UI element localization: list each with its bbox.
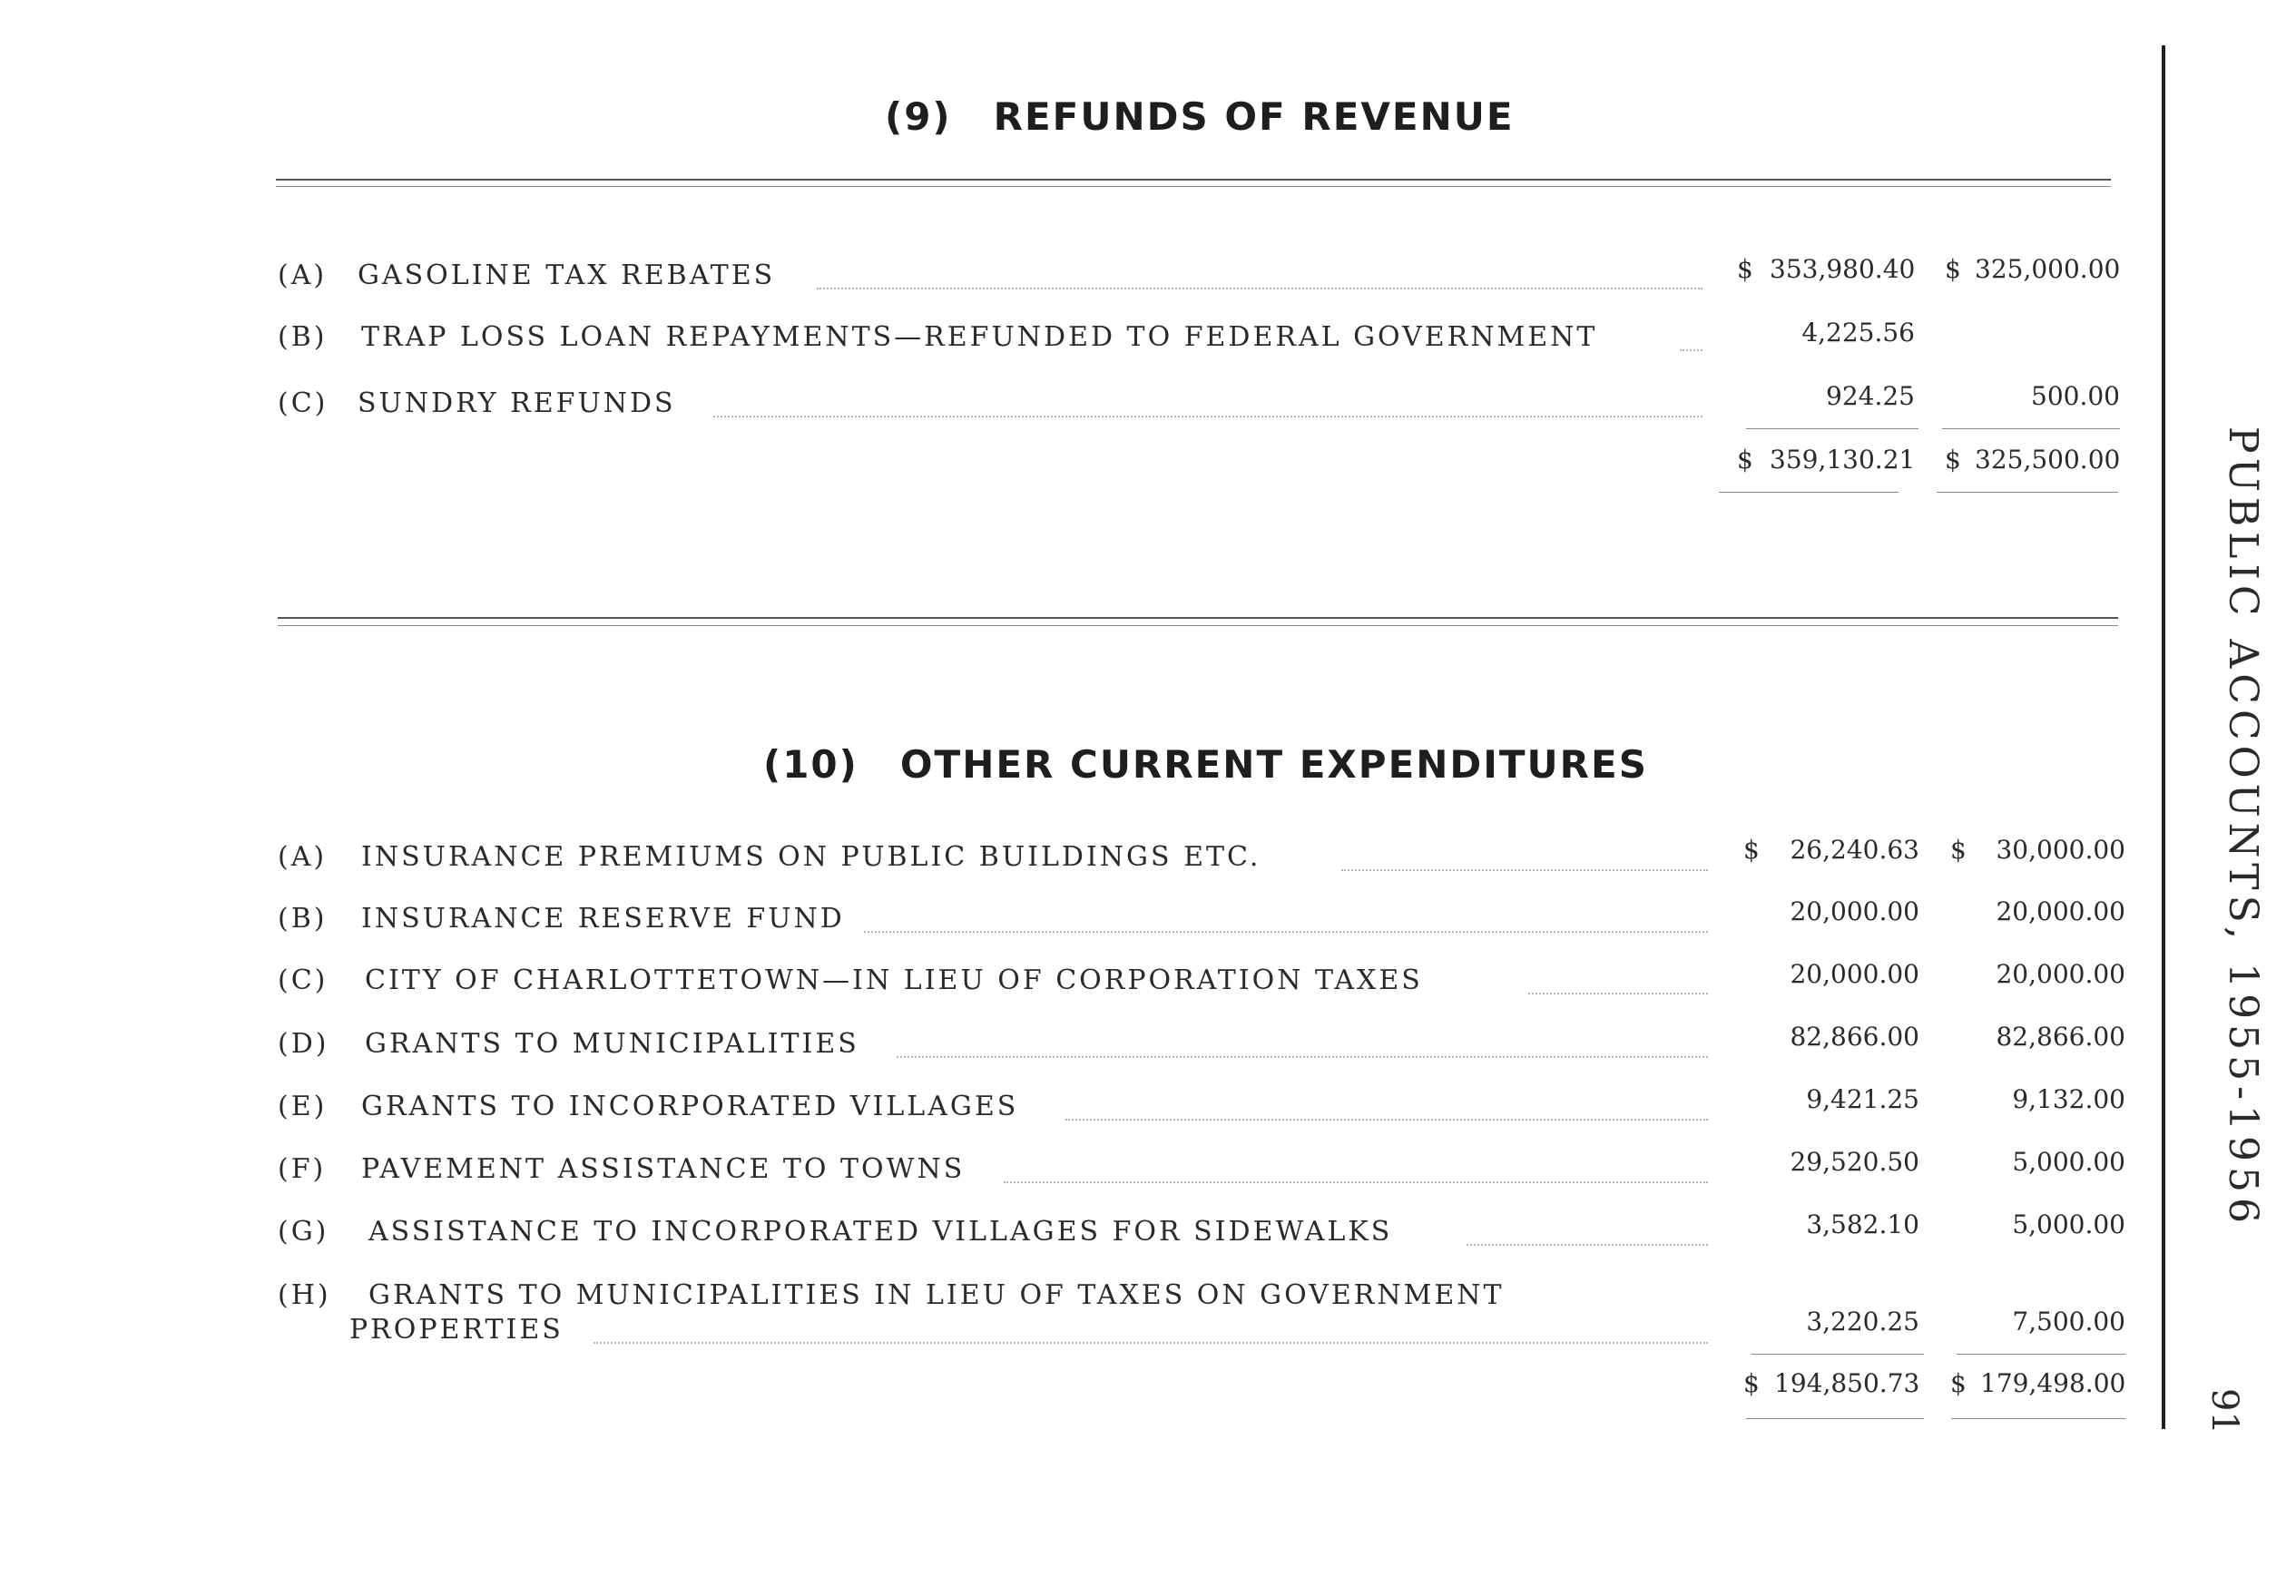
actual-amount: 29,520.50: [1790, 1147, 1919, 1177]
dollar-sign: $: [1950, 1368, 1967, 1398]
section-10-title: OTHER CURRENT EXPENDITURES: [899, 742, 1648, 787]
item-description-continued: PROPERTIES: [349, 1314, 564, 1346]
section-9-item-c: [278, 387, 1702, 427]
estimate-amount: 500.00: [2031, 381, 2120, 411]
item-description: INSURANCE RESERVE FUND: [361, 903, 845, 935]
section-divider-2: [278, 625, 2118, 626]
section-9-item-b: [278, 321, 1702, 361]
section-9-rule-top-2: [276, 186, 2111, 187]
dot-leader: [864, 931, 1708, 933]
dollar-sign: $: [1945, 254, 1961, 284]
item-description: PAVEMENT ASSISTANCE TO TOWNS: [361, 1153, 966, 1185]
page-number: 91: [2203, 1388, 2245, 1434]
estimate-amount: 20,000.00: [1996, 896, 2125, 926]
actual-amount: 20,000.00: [1790, 959, 1919, 989]
dot-leader: [1680, 349, 1702, 351]
total-rule-estimate: [1942, 428, 2120, 429]
total-estimate-amount: 325,500.00: [1975, 445, 2121, 475]
section-10-item-b: [278, 903, 1702, 943]
item-letter: (A): [278, 841, 328, 873]
estimate-amount: 325,000.00: [1975, 254, 2121, 284]
total-rule-estimate: [1957, 1354, 2125, 1355]
item-letter: (C): [278, 387, 329, 419]
section-divider: [278, 617, 2118, 619]
section-10-item-g: [278, 1216, 1702, 1256]
item-letter: (B): [278, 321, 328, 353]
section-10-item-a: [278, 841, 1702, 881]
dot-leader: [1467, 1244, 1708, 1246]
item-letter: (C): [278, 964, 329, 996]
actual-amount: 20,000.00: [1790, 896, 1919, 926]
dollar-sign: $: [1743, 835, 1760, 865]
item-description: SUNDRY REFUNDS: [358, 387, 676, 419]
dollar-sign: $: [1945, 445, 1961, 475]
section-10-item-f: [278, 1153, 1702, 1193]
item-description: GRANTS TO MUNICIPALITIES: [365, 1028, 859, 1060]
section-10-heading: [763, 742, 1648, 787]
section-9-rule-top: [276, 179, 2111, 181]
dot-leader: [1065, 1119, 1708, 1121]
total-underline-actual: [1746, 1418, 1924, 1419]
dot-leader: [897, 1056, 1708, 1058]
section-9-title: REFUNDS OF REVENUE: [993, 94, 1515, 139]
item-description: GRANTS TO INCORPORATED VILLAGES: [361, 1091, 1019, 1122]
total-underline-estimate: [1937, 492, 2118, 493]
item-letter: (A): [278, 259, 328, 291]
dollar-sign: $: [1737, 254, 1753, 284]
item-letter: (D): [278, 1028, 329, 1060]
item-description: GRANTS TO MUNICIPALITIES IN LIEU OF TAXES ON GOVERNMENT: [368, 1279, 1505, 1311]
actual-amount: 353,980.40: [1770, 254, 1916, 284]
actual-amount: 9,421.25: [1806, 1084, 1919, 1114]
estimate-amount: 20,000.00: [1996, 959, 2125, 989]
estimate-amount: 5,000.00: [2012, 1147, 2125, 1177]
section-10-item-d: [278, 1028, 1702, 1068]
section-9-item-a: [278, 259, 1702, 299]
estimate-amount: 30,000.00: [1996, 835, 2125, 865]
item-description: ASSISTANCE TO INCORPORATED VILLAGES FOR SIDEWALKS: [368, 1216, 1393, 1248]
total-actual-amount: 359,130.21: [1770, 445, 1916, 475]
dot-leader: [594, 1342, 1708, 1344]
actual-amount: 924.25: [1826, 381, 1915, 411]
total-rule-actual: [1751, 1354, 1924, 1355]
item-description: TRAP LOSS LOAN REPAYMENTS—REFUNDED TO FEDERAL GOVERNMENT: [361, 321, 1598, 353]
section-10-item-e: [278, 1091, 1702, 1131]
item-letter: (G): [278, 1216, 329, 1248]
actual-amount: 4,225.56: [1801, 318, 1915, 348]
item-description: INSURANCE PREMIUMS ON PUBLIC BUILDINGS ETC.: [361, 841, 1261, 873]
dot-leader: [1528, 993, 1708, 994]
total-underline-estimate: [1951, 1418, 2125, 1419]
dot-leader: [713, 416, 1702, 417]
item-letter: (H): [278, 1279, 331, 1311]
dollar-sign: $: [1743, 1368, 1760, 1398]
item-letter: (E): [278, 1091, 328, 1122]
estimate-amount: 7,500.00: [2012, 1307, 2125, 1337]
dot-leader: [1341, 869, 1708, 871]
total-actual-amount: 194,850.73: [1774, 1368, 1920, 1398]
estimate-amount: 9,132.00: [2012, 1084, 2125, 1114]
estimate-amount: 5,000.00: [2012, 1209, 2125, 1239]
estimate-amount: 82,866.00: [1996, 1022, 2125, 1052]
item-letter: (F): [278, 1153, 327, 1185]
total-rule-actual: [1746, 428, 1918, 429]
section-9-number: (9): [885, 94, 952, 139]
item-description: GASOLINE TAX REBATES: [358, 259, 776, 291]
actual-amount: 3,582.10: [1806, 1209, 1919, 1239]
side-running-title: PUBLIC ACCOUNTS, 1955-1956: [2220, 426, 2266, 1229]
item-letter: (B): [278, 903, 328, 935]
dollar-sign: $: [1950, 835, 1967, 865]
section-10-number: (10): [763, 742, 859, 787]
actual-amount: 26,240.63: [1790, 835, 1919, 865]
section-10-item-h-leader: [278, 1314, 1702, 1350]
item-description: CITY OF CHARLOTTETOWN—IN LIEU OF CORPORATION TAXES: [365, 964, 1423, 996]
actual-amount: 3,220.25: [1806, 1307, 1919, 1337]
margin-rule: [2162, 45, 2165, 1429]
dot-leader: [1004, 1181, 1708, 1183]
section-10-item-c: [278, 964, 1702, 1004]
section-9-heading: [885, 94, 1515, 139]
total-estimate-amount: 179,498.00: [1980, 1368, 2126, 1398]
total-underline-actual: [1719, 492, 1899, 493]
dollar-sign: $: [1737, 445, 1753, 475]
actual-amount: 82,866.00: [1790, 1022, 1919, 1052]
dot-leader: [817, 288, 1702, 289]
